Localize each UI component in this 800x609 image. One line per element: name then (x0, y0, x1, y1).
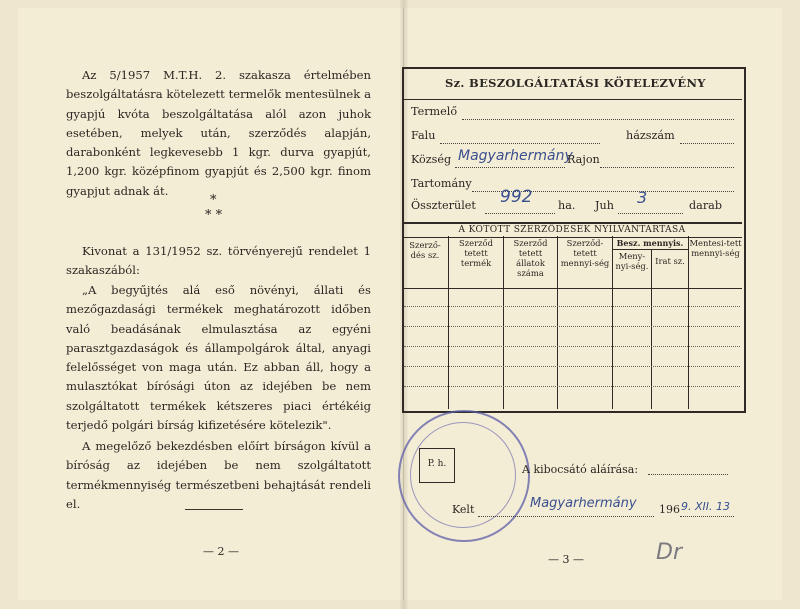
field-kelt-place[interactable] (478, 516, 654, 517)
label-kelt-year: 196 (659, 503, 680, 516)
col-divider-3 (557, 236, 558, 409)
excerpt-heading: Kivonat a 131/1952 sz. törvényerejű rendelet 1 szakaszából: (66, 244, 371, 278)
col-header-irat: Irat sz. (655, 256, 685, 266)
left-paragraph-4 (66, 437, 371, 514)
signature: Dr (656, 540, 682, 565)
excerpt-text: „A begyűjtés alá eső növényi, állati és mezőgazdasági termékek meghatározott időben való beadásának elmulasztása az egyéni parasztgazdaságok és állampolgárok által, anyagi felelősséget von maga után. Ez abban áll, hogy a mulasztókat bírósági úton az idejében be nem szolgáltatott termékek kétszeres piaci értékéig terjedő polgári bírság kifizetésére kötelezik". (66, 283, 371, 433)
col-header-allatok: Szerződ tetett állatok száma (513, 238, 548, 278)
label-juh: Juh (595, 199, 614, 212)
field-termelo[interactable] (462, 119, 734, 120)
issuer-signature-label: A kibocsátó aláírása: (522, 463, 639, 476)
col-divider-5 (651, 249, 652, 409)
left-paragraph-1 (66, 66, 371, 201)
table-row[interactable] (404, 306, 740, 307)
label-kelt: Kelt (452, 503, 475, 516)
form-title: Sz. BESZOLGÁLTATÁSI KÖTELEZVÉNY (445, 76, 706, 90)
left-divider (185, 509, 243, 510)
label-kozseg: Község (411, 153, 452, 166)
handwritten-kozseg: Magyarhermány (458, 148, 573, 164)
col-header-mentesitett: Mentesi-tett mennyi-ség (689, 238, 742, 258)
table-row[interactable] (404, 326, 740, 327)
col-header-besz: Besz. mennyis. (616, 238, 684, 248)
label-darab: darab (689, 199, 723, 212)
table-row[interactable] (404, 346, 740, 347)
col-divider-1 (448, 236, 449, 409)
label-tartomany: Tartomány (411, 177, 472, 190)
handwritten-kelt-place: Magyarhermány (530, 496, 637, 511)
stars-top: * (210, 193, 217, 208)
col-header-szerzodes: Szerző-dés sz. (409, 240, 441, 260)
col-header-mennyiseg: Szerződ-tetett mennyi-ség (560, 238, 610, 268)
group-divider (612, 249, 688, 250)
table-title: A KOTOTT SZERZŐDESEK NYILVANTARTASA (402, 222, 742, 238)
handwritten-osszterulet: 992 (500, 187, 533, 207)
field-kelt-date[interactable] (680, 516, 734, 517)
left-paragraph-2 (66, 242, 371, 281)
issuer-signature-field[interactable] (648, 474, 728, 475)
table-row[interactable] (404, 386, 740, 387)
col-divider-2 (503, 236, 504, 409)
field-hazszam[interactable] (680, 143, 734, 144)
field-juh[interactable] (618, 213, 683, 214)
stars-bottom: * * (205, 208, 223, 223)
col-divider-6 (688, 236, 689, 409)
ph-box: P. h. (419, 448, 455, 483)
left-paragraph-3 (66, 281, 371, 435)
field-falu[interactable] (440, 143, 600, 144)
title-underline (402, 99, 742, 100)
col-header-termek: Szerződ tetett termék (459, 238, 493, 268)
field-rajon[interactable] (600, 167, 734, 168)
page-number-left: — 2 — (203, 545, 239, 558)
label-rajon: Rajon (567, 153, 600, 166)
label-ha: ha. (558, 199, 576, 212)
page-number-right: — 3 — (548, 553, 584, 566)
regulation-text: Az 5/1957 M.T.H. 2. szakasza értelmében beszolgáltatásra kötelezett termelők mentesülnek a gyapjú kvóta beszolgáltatása alól azon juhok esetében, melyek után, szerződés alapján, darabonként legkevesebb 1 kgr. durva gyapjút, 1,200 kgr. középfinom gyapjút és 2,500 kgr. finom gyapjut adnak át. (66, 68, 371, 198)
label-termelo: Termelő (411, 105, 458, 118)
penalty-text: A megelőző bekezdésben előírt bírságon kívül a bíróság az idejében be nem szolgáltatott termékmennyiség természetbeni behajtását rendeli el. (66, 439, 371, 511)
field-osszterulet[interactable] (485, 213, 555, 214)
label-osszterulet: Összterület (411, 199, 476, 212)
table-row[interactable] (404, 366, 740, 367)
label-hazszam: házszám (626, 129, 675, 142)
field-kozseg[interactable] (455, 167, 565, 168)
handwritten-kelt-date: 9. XII. 13 (681, 500, 731, 513)
handwritten-juh: 3 (637, 188, 648, 207)
label-falu: Falu (411, 129, 436, 142)
col-header-meny: Meny-nyi-ség. (615, 251, 649, 271)
header-bottom-line (402, 288, 742, 289)
